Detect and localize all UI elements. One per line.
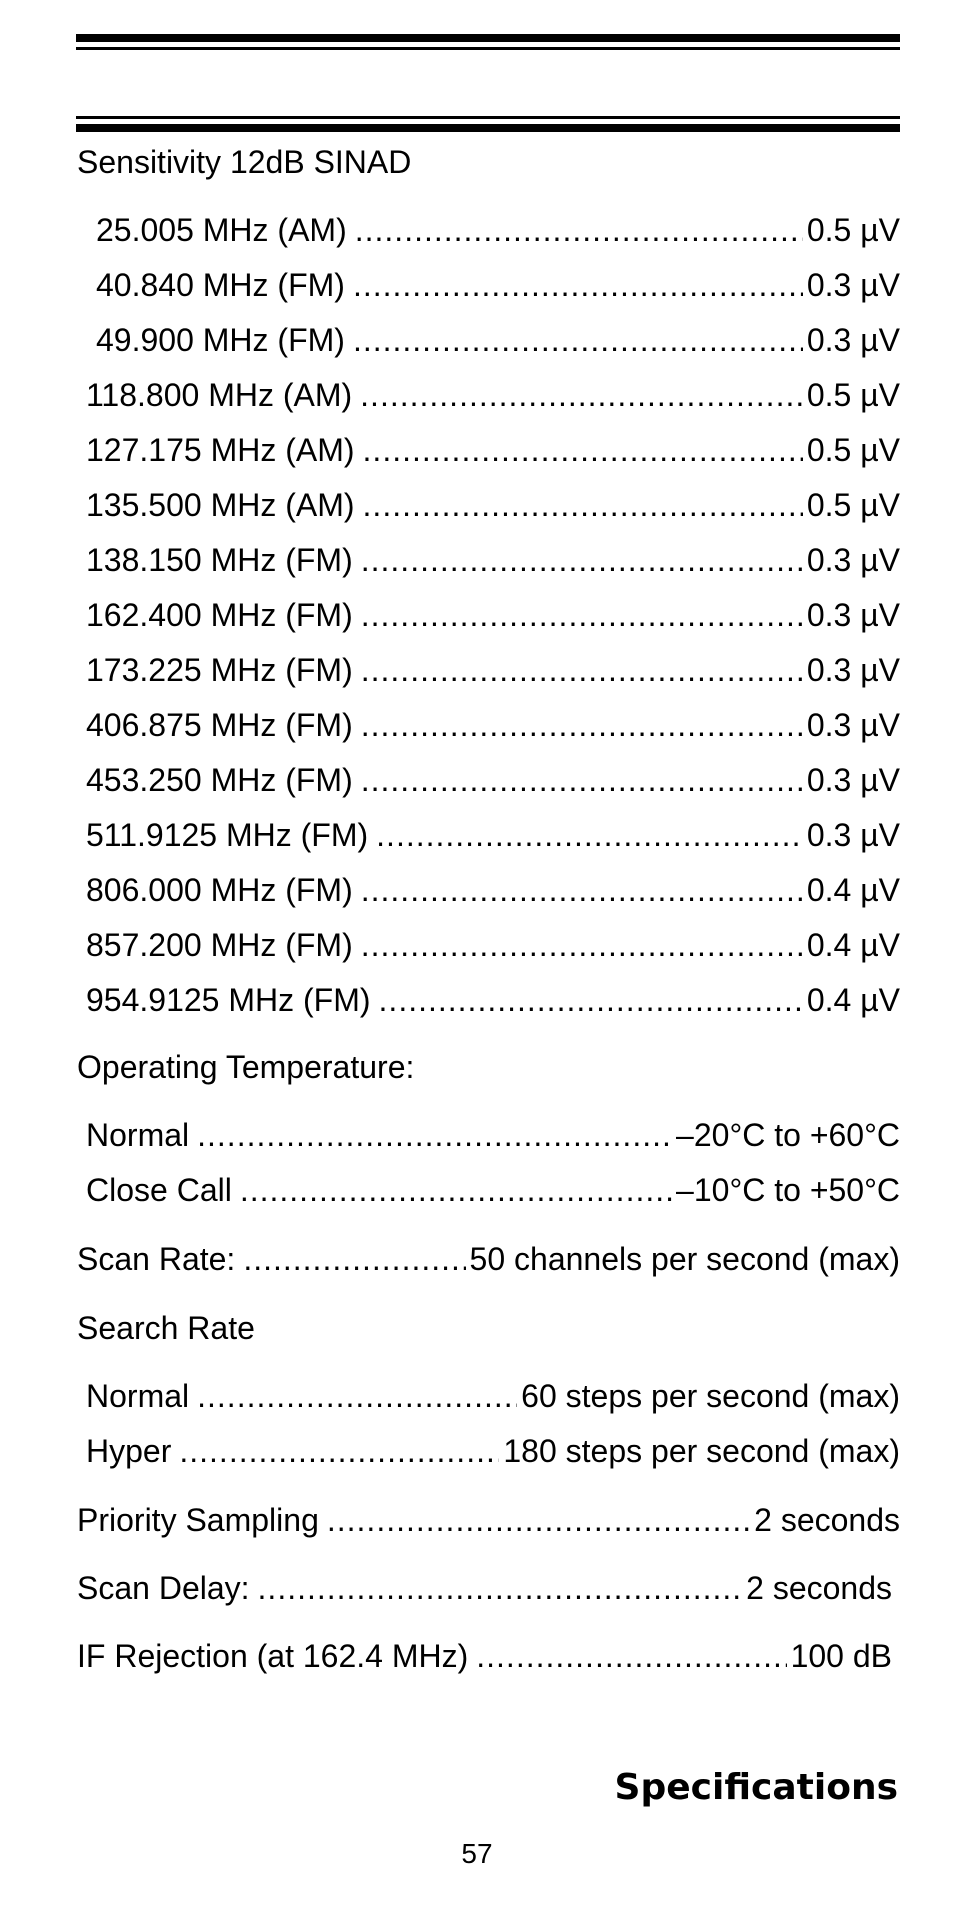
spec-label: IF Rejection (at 162.4 MHz)	[77, 1638, 469, 1674]
spec-value: 0.5 µV	[806, 432, 900, 468]
dot-leader	[197, 1117, 672, 1153]
spec-label: 127.175 MHz (AM)	[86, 432, 355, 468]
spec-label: Scan Delay:	[77, 1570, 250, 1606]
dot-leader	[243, 1241, 465, 1277]
spec-label: 857.200 MHz (FM)	[86, 927, 353, 963]
spec-row	[86, 1117, 900, 1153]
spec-label: Normal	[86, 1117, 190, 1153]
spec-label: 806.000 MHz (FM)	[86, 872, 353, 908]
spec-row	[86, 1172, 900, 1208]
spec-row	[86, 982, 900, 1018]
spec-label: 25.005 MHz (AM)	[96, 212, 347, 248]
spec-value: 0.5 µV	[806, 212, 900, 248]
spec-label: Priority Sampling	[77, 1502, 319, 1538]
spec-value: 0.4 µV	[806, 872, 900, 908]
dot-leader	[353, 267, 803, 303]
dot-leader	[361, 707, 803, 743]
spec-label: Normal	[86, 1378, 190, 1414]
spec-row	[86, 652, 900, 688]
dot-leader	[240, 1172, 672, 1208]
spec-row	[86, 432, 900, 468]
dot-leader	[197, 1378, 517, 1414]
spec-value: 100 dB	[790, 1638, 892, 1674]
spec-value: 0.5 µV	[806, 377, 900, 413]
search-rate-heading: Search Rate	[77, 1310, 255, 1346]
if-rejection-row	[77, 1638, 892, 1674]
spec-value: 0.3 µV	[806, 707, 900, 743]
scan-rate-row	[77, 1241, 900, 1277]
spec-label: 511.9125 MHz (FM)	[86, 817, 369, 853]
header-rule-thin	[76, 116, 900, 119]
scan-delay-row	[77, 1570, 892, 1606]
dot-leader	[379, 982, 803, 1018]
spec-value: –10°C to +50°C	[676, 1172, 900, 1208]
spec-value: 0.4 µV	[806, 982, 900, 1018]
dot-leader	[179, 1433, 499, 1469]
spec-label: 138.150 MHz (FM)	[86, 542, 353, 578]
dot-leader	[376, 817, 803, 853]
dot-leader	[363, 432, 803, 468]
spec-value: 50 channels per second (max)	[469, 1241, 900, 1277]
dot-leader	[476, 1638, 786, 1674]
spec-label: Scan Rate:	[77, 1241, 236, 1277]
spec-row	[86, 927, 900, 963]
spec-row	[86, 762, 900, 798]
spec-value: 0.3 µV	[806, 762, 900, 798]
spec-value: 0.3 µV	[806, 542, 900, 578]
dot-leader	[258, 1570, 743, 1606]
sensitivity-heading: Sensitivity 12dB SINAD	[77, 144, 412, 180]
priority-sampling-row	[77, 1502, 900, 1538]
spec-label: 173.225 MHz (FM)	[86, 652, 353, 688]
spec-value: 0.5 µV	[806, 487, 900, 523]
spec-label: 118.800 MHz (AM)	[86, 377, 353, 413]
spec-label: 49.900 MHz (FM)	[96, 322, 345, 358]
top-rule-thick	[76, 34, 900, 42]
dot-leader	[361, 542, 803, 578]
dot-leader	[360, 377, 803, 413]
spec-label: 40.840 MHz (FM)	[96, 267, 345, 303]
spec-row	[86, 1378, 900, 1414]
spec-value: 60 steps per second (max)	[521, 1378, 900, 1414]
spec-row	[86, 487, 900, 523]
spec-value: 0.3 µV	[806, 652, 900, 688]
dot-leader	[361, 927, 803, 963]
spec-row	[96, 267, 900, 303]
spec-value: 0.3 µV	[806, 817, 900, 853]
page-number: 57	[461, 1838, 493, 1869]
spec-label: 954.9125 MHz (FM)	[86, 982, 371, 1018]
dot-leader	[355, 212, 803, 248]
spec-row	[86, 817, 900, 853]
spec-row	[86, 377, 900, 413]
spec-label: Hyper	[86, 1433, 172, 1469]
spec-row	[86, 597, 900, 633]
spec-label: 135.500 MHz (AM)	[86, 487, 355, 523]
header-rule-thick	[76, 124, 900, 132]
dot-leader	[363, 487, 803, 523]
spec-value: 2 seconds	[754, 1502, 900, 1538]
spec-row	[86, 707, 900, 743]
spec-label: 453.250 MHz (FM)	[86, 762, 353, 798]
section-title: Specifications	[614, 1767, 898, 1808]
spec-value: 0.3 µV	[806, 597, 900, 633]
spec-row	[86, 872, 900, 908]
dot-leader	[353, 322, 803, 358]
spec-label: Close Call	[86, 1172, 232, 1208]
dot-leader	[327, 1502, 750, 1538]
top-rule-thin	[76, 47, 900, 50]
spec-label: 406.875 MHz (FM)	[86, 707, 353, 743]
spec-row	[86, 542, 900, 578]
spec-value: 0.3 µV	[806, 267, 900, 303]
operating-temperature-heading: Operating Temperature:	[77, 1049, 415, 1085]
spec-value: 0.3 µV	[806, 322, 900, 358]
dot-leader	[361, 597, 803, 633]
spec-label: 162.400 MHz (FM)	[86, 597, 353, 633]
spec-row	[96, 212, 900, 248]
spec-row	[86, 1433, 900, 1469]
spec-value: –20°C to +60°C	[676, 1117, 900, 1153]
dot-leader	[361, 872, 803, 908]
spec-value: 180 steps per second (max)	[503, 1433, 900, 1469]
dot-leader	[361, 652, 803, 688]
spec-row	[96, 322, 900, 358]
dot-leader	[361, 762, 803, 798]
spec-value: 0.4 µV	[806, 927, 900, 963]
spec-value: 2 seconds	[746, 1570, 892, 1606]
